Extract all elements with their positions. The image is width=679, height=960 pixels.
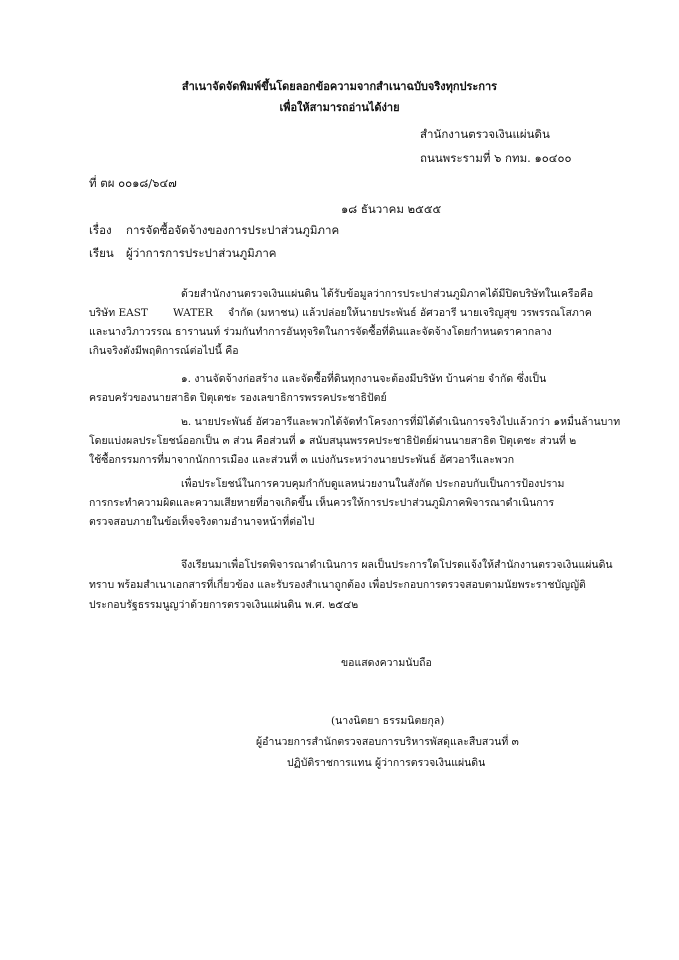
header-line-1: สำเนาจัดจัดพิมพ์ขึ้นโดยลอกข้อความจากสำเนาฉบับจริงทุกประการ — [181, 80, 498, 93]
signatory-name: (นางนิตยา ธรรมนิตยกุล) — [331, 715, 445, 727]
sender-address: ถนนพระรามที่ ๖ กทม. ๑๐๔๐๐ — [420, 151, 572, 165]
paragraph-1-line-2: จำกัด (มหาชน) แล้วปล่อยให้นายประพันธ์ อัศวอารี นายเจริญสุข วรพรรณโสภาค — [228, 307, 592, 319]
paragraph-1-line-4: เกินจริงดังมีพฤติการณ์ต่อไปนี้ คือ — [89, 345, 239, 357]
closing: ขอแสดงความนับถือ — [341, 657, 432, 669]
paragraph-2-line-3: ตรวจสอบภายในข้อเท็จจริงตามอำนาจหน้าที่ต่อไป — [89, 516, 315, 528]
paragraph-1-line-3: และนางวิภาวรรณ ธารานนท์ ร่วมกันทำการอันทุจริตในการจัดซื้อที่ดินและจัดจ้างโดยกำหนดราคากลาง — [89, 326, 552, 338]
paragraph-2-line-1: เพื่อประโยชน์ในการควบคุมกำกับดูแลหน่วยงานในสังกัด ประกอบกับเป็นการป้องปราม — [181, 478, 565, 490]
item-2-line-1: ๒. นายประพันธ์ อัศวอารีและพวกได้จัดทำโครงการที่มิได้ดำเนินการจริงไปแล้วกว่า ๑หมื่นล้านบาท — [181, 416, 621, 428]
header-line-2: เพื่อให้สามารถอ่านได้ง่าย — [279, 101, 400, 114]
paragraph-3-line-2: ทราบ พร้อมสำเนาเอกสารที่เกี่ยวข้อง และรับรองสำเนาถูกต้อง เพื่อประกอบการตรวจสอบตามนัยพระราชบัญญัติ — [89, 579, 586, 591]
paragraph-2-line-2: การกระทำความผิดและความเสียหายที่อาจเกิดขึ้น เห็นควรให้การประปาส่วนภูมิภาคพิจารณาดำเนินการ — [89, 497, 555, 509]
reference-number: ที่ ตผ ๐๐๑๘/๖๔๗ — [89, 176, 177, 190]
paragraph-3-line-3: ประกอบรัฐธรรมนูญว่าด้วยการตรวจเงินแผ่นดิน พ.ศ. ๒๕๔๒ — [89, 599, 359, 611]
subject-label: เรื่อง — [89, 223, 112, 237]
paragraph-1-line-1: ด้วยสำนักงานตรวจเงินแผ่นดิน ได้รับข้อมูลว่าการประปาส่วนภูมิภาคได้มีปิดบริษัทในเครือคือ — [181, 288, 594, 300]
sender-office: สำนักงานตรวจเงินแผ่นดิน — [420, 127, 550, 141]
item-2-line-2: โดยแบ่งผลประโยชน์ออกเป็น ๓ ส่วน คือส่วนที่ ๑ สนับสนุนพรรคประชาธิปัตย์ผ่านนายสาธิต ปิตุเตชะ ส่วนที่ ๒ — [89, 435, 577, 447]
paragraph-1-company-a: บริษัท EAST — [89, 307, 148, 319]
item-1-line-2: ครอบครัวของนายสาธิต ปิตุเตชะ รองเลขาธิการพรรคประชาธิปัตย์ — [89, 392, 387, 404]
paragraph-1-company-b: WATER — [173, 307, 213, 319]
letter-date: ๑๘ ธันวาคม ๒๕๕๕ — [341, 202, 442, 216]
item-1-line-1: ๑. งานจัดจ้างก่อสร้าง และจัดซื้อที่ดินทุกงานจะต้องมีบริษัท บ้านค่าย จำกัด ซึ่งเป็น — [181, 373, 547, 385]
subject-text: การจัดซื้อจัดจ้างของการประปาส่วนภูมิภาค — [126, 223, 340, 237]
item-2-line-3: ใช้ซื้อกรรมการที่มาจากนักการเมือง และส่วนที่ ๓ แบ่งกันระหว่างนายประพันธ์ อัศวอารีและพวก — [89, 454, 515, 466]
signatory-title: ผู้อำนวยการสำนักตรวจสอบการบริหารพัสดุและสืบสวนที่ ๓ — [256, 736, 519, 748]
salutation-text: ผู้ว่าการการประปาส่วนภูมิภาค — [126, 246, 277, 260]
signatory-acting-for: ปฏิบัติราชการแทน ผู้ว่าการตรวจเงินแผ่นดิน — [287, 757, 486, 769]
paragraph-3-line-1: จึงเรียนมาเพื่อโปรดพิจารณาดำเนินการ ผลเป็นประการใดโปรดแจ้งให้สำนักงานตรวจเงินแผ่นดิน — [181, 559, 613, 571]
salutation-label: เรียน — [89, 246, 114, 260]
